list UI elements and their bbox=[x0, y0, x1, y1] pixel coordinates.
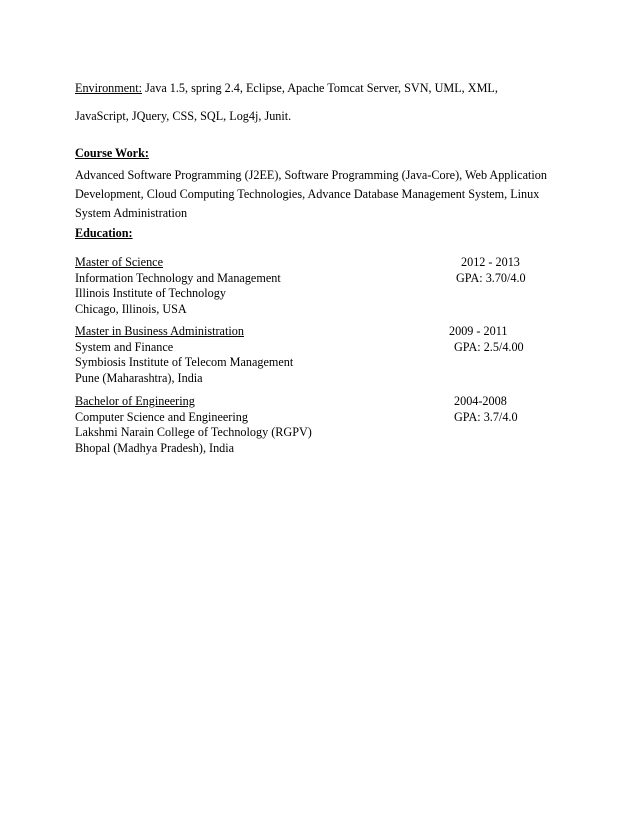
degree-years: 2009 - 2011 bbox=[449, 324, 508, 338]
coursework-heading: Course Work: bbox=[75, 146, 149, 160]
degree-field: Computer Science and Engineering bbox=[75, 409, 248, 424]
degree-gpa: GPA: 3.70/4.0 bbox=[456, 270, 526, 285]
degree-title: Master in Business Administration bbox=[75, 324, 244, 338]
institution-row: Lakshmi Narain College of Technology (RGPV) bbox=[75, 425, 312, 439]
degree-field: Information Technology and Management bbox=[75, 270, 281, 285]
environment-text-1: Java 1.5, spring 2.4, Eclipse, Apache Tomcat Server, SVN, UML, XML, bbox=[142, 81, 498, 95]
coursework-line: Advanced Software Programming (J2EE), Software Programming (Java-Core), Web Application bbox=[75, 168, 547, 182]
location-row: Bhopal (Madhya Pradesh), India bbox=[75, 440, 235, 455]
degree-row bbox=[75, 324, 555, 340]
degree-years: 2004-2008 bbox=[454, 394, 507, 408]
degree-years: 2012 - 2013 bbox=[461, 255, 520, 269]
education-entry bbox=[75, 394, 555, 456]
degree-row bbox=[75, 394, 555, 410]
environment-line-1 bbox=[75, 81, 498, 96]
field-row bbox=[75, 410, 555, 426]
location-row: Chicago, Illinois, USA bbox=[75, 301, 187, 316]
environment-line-2: JavaScript, JQuery, CSS, SQL, Log4j, Junit. bbox=[75, 109, 292, 123]
degree-gpa: GPA: 2.5/4.00 bbox=[454, 339, 524, 354]
field-row bbox=[75, 271, 555, 287]
institution-row: Illinois Institute of Technology bbox=[75, 286, 226, 300]
coursework-line: System Administration bbox=[75, 206, 188, 220]
degree-row bbox=[75, 255, 555, 271]
environment-label: Environment: bbox=[75, 81, 143, 95]
field-row bbox=[75, 340, 555, 356]
education-entry bbox=[75, 324, 555, 386]
degree-field: System and Finance bbox=[75, 339, 174, 354]
institution-row: Symbiosis Institute of Telecom Management bbox=[75, 355, 294, 369]
location-row: Pune (Maharashtra), India bbox=[75, 370, 203, 385]
education-heading: Education: bbox=[75, 226, 133, 240]
education-entry bbox=[75, 255, 555, 317]
degree-title: Bachelor of Engineering bbox=[75, 394, 195, 408]
degree-title: Master of Science bbox=[75, 255, 163, 269]
degree-gpa: GPA: 3.7/4.0 bbox=[454, 409, 518, 424]
coursework-paragraph bbox=[75, 166, 555, 223]
coursework-line: Development, Cloud Computing Technologies, Advance Database Management System, Linux bbox=[75, 187, 540, 201]
